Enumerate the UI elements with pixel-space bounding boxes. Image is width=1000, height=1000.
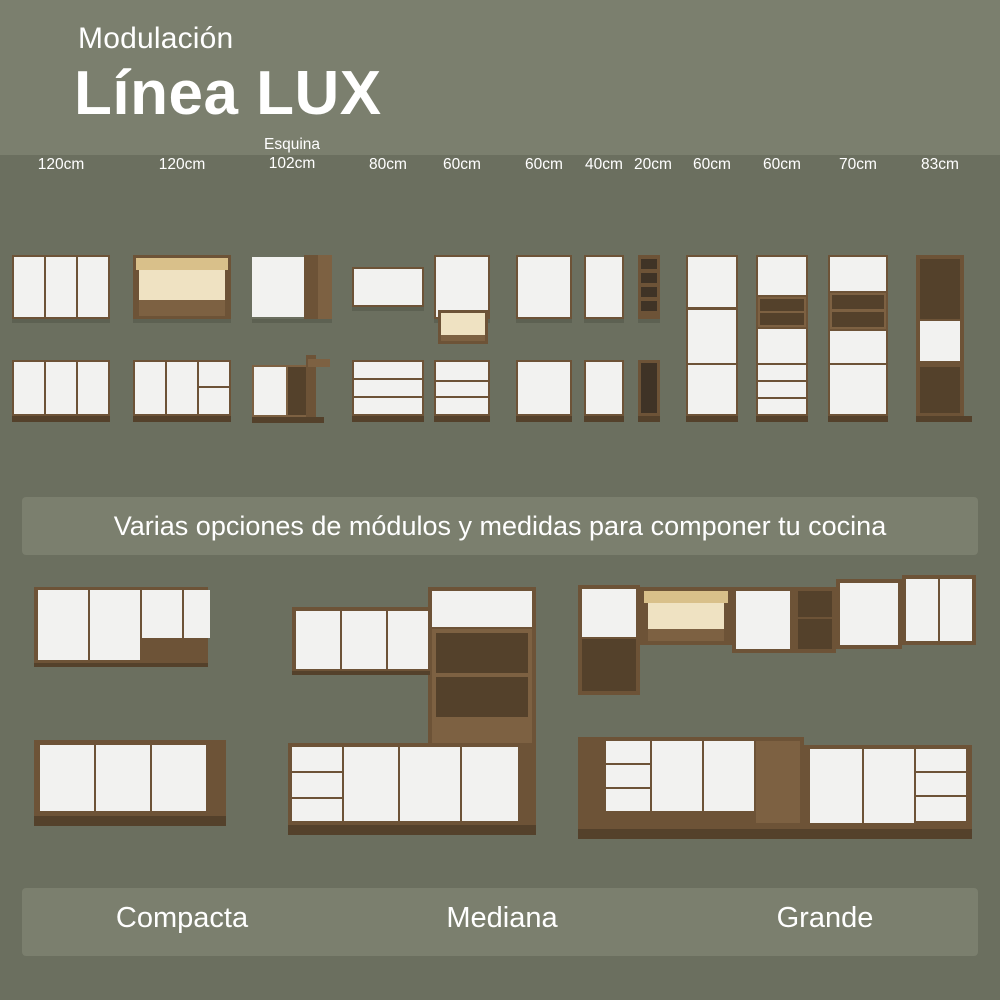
module-upper-unit <box>584 255 624 319</box>
tagline-text: Varias opciones de módulos y medidas para componer tu cocina <box>113 511 887 541</box>
module-label: 120cm <box>158 156 206 173</box>
module-label-line2: 102cm <box>268 155 316 172</box>
module-upper-unit-glass <box>133 255 231 319</box>
module-label: 60cm <box>525 156 563 173</box>
module-label: 60cm <box>693 156 731 173</box>
module-lower-unit <box>12 360 110 422</box>
header-kicker: Modulación <box>78 22 234 55</box>
modules-strip <box>0 136 1000 485</box>
composition-compacta <box>18 565 268 865</box>
module-tower-upper <box>916 255 964 365</box>
module-upper-unit <box>12 255 110 319</box>
module-lower-unit-shelves <box>638 360 660 422</box>
module-tower-lower <box>686 365 738 422</box>
module-label: 80cm <box>369 156 407 173</box>
module-upper-unit-shelves <box>638 255 660 319</box>
module-tower-upper <box>828 255 888 365</box>
footer-label-compacta: Compacta <box>115 902 249 934</box>
module-label: 120cm <box>37 156 85 173</box>
module-label: 83cm <box>921 156 959 173</box>
module-tower-upper <box>756 255 808 365</box>
module-label: 20cm <box>634 156 672 173</box>
module-lower-unit <box>352 360 424 422</box>
module-label: 60cm <box>443 156 481 173</box>
footer-band <box>22 888 978 956</box>
composition-grande <box>570 565 980 875</box>
tagline-banner <box>22 497 978 555</box>
module-niche-unit <box>438 310 488 344</box>
module-tower-lower <box>828 365 888 422</box>
module-lower-unit <box>584 360 624 422</box>
module-label-line1: Esquina <box>263 136 320 153</box>
module-upper-unit <box>352 267 424 307</box>
module-label: 60cm <box>763 156 801 173</box>
module-upper-unit <box>516 255 572 319</box>
module-tower-lower <box>756 365 808 422</box>
header-band <box>0 0 1000 155</box>
page-title: Línea LUX <box>74 59 382 128</box>
module-tower-upper <box>686 255 738 365</box>
module-label: 40cm <box>585 156 623 173</box>
module-upper-unit-corner <box>252 255 332 319</box>
module-tower-lower <box>916 365 964 422</box>
compositions-row <box>0 565 1000 880</box>
module-label <box>252 135 332 173</box>
module-lower-unit <box>516 360 572 422</box>
module-lower-unit <box>434 360 490 422</box>
footer-label-mediana: Mediana <box>446 902 558 934</box>
footer-label-grande: Grande <box>776 902 874 934</box>
module-lower-unit <box>133 360 231 422</box>
module-lower-unit-corner <box>252 355 332 425</box>
module-label: 70cm <box>839 156 877 173</box>
composition-mediana <box>278 565 548 875</box>
